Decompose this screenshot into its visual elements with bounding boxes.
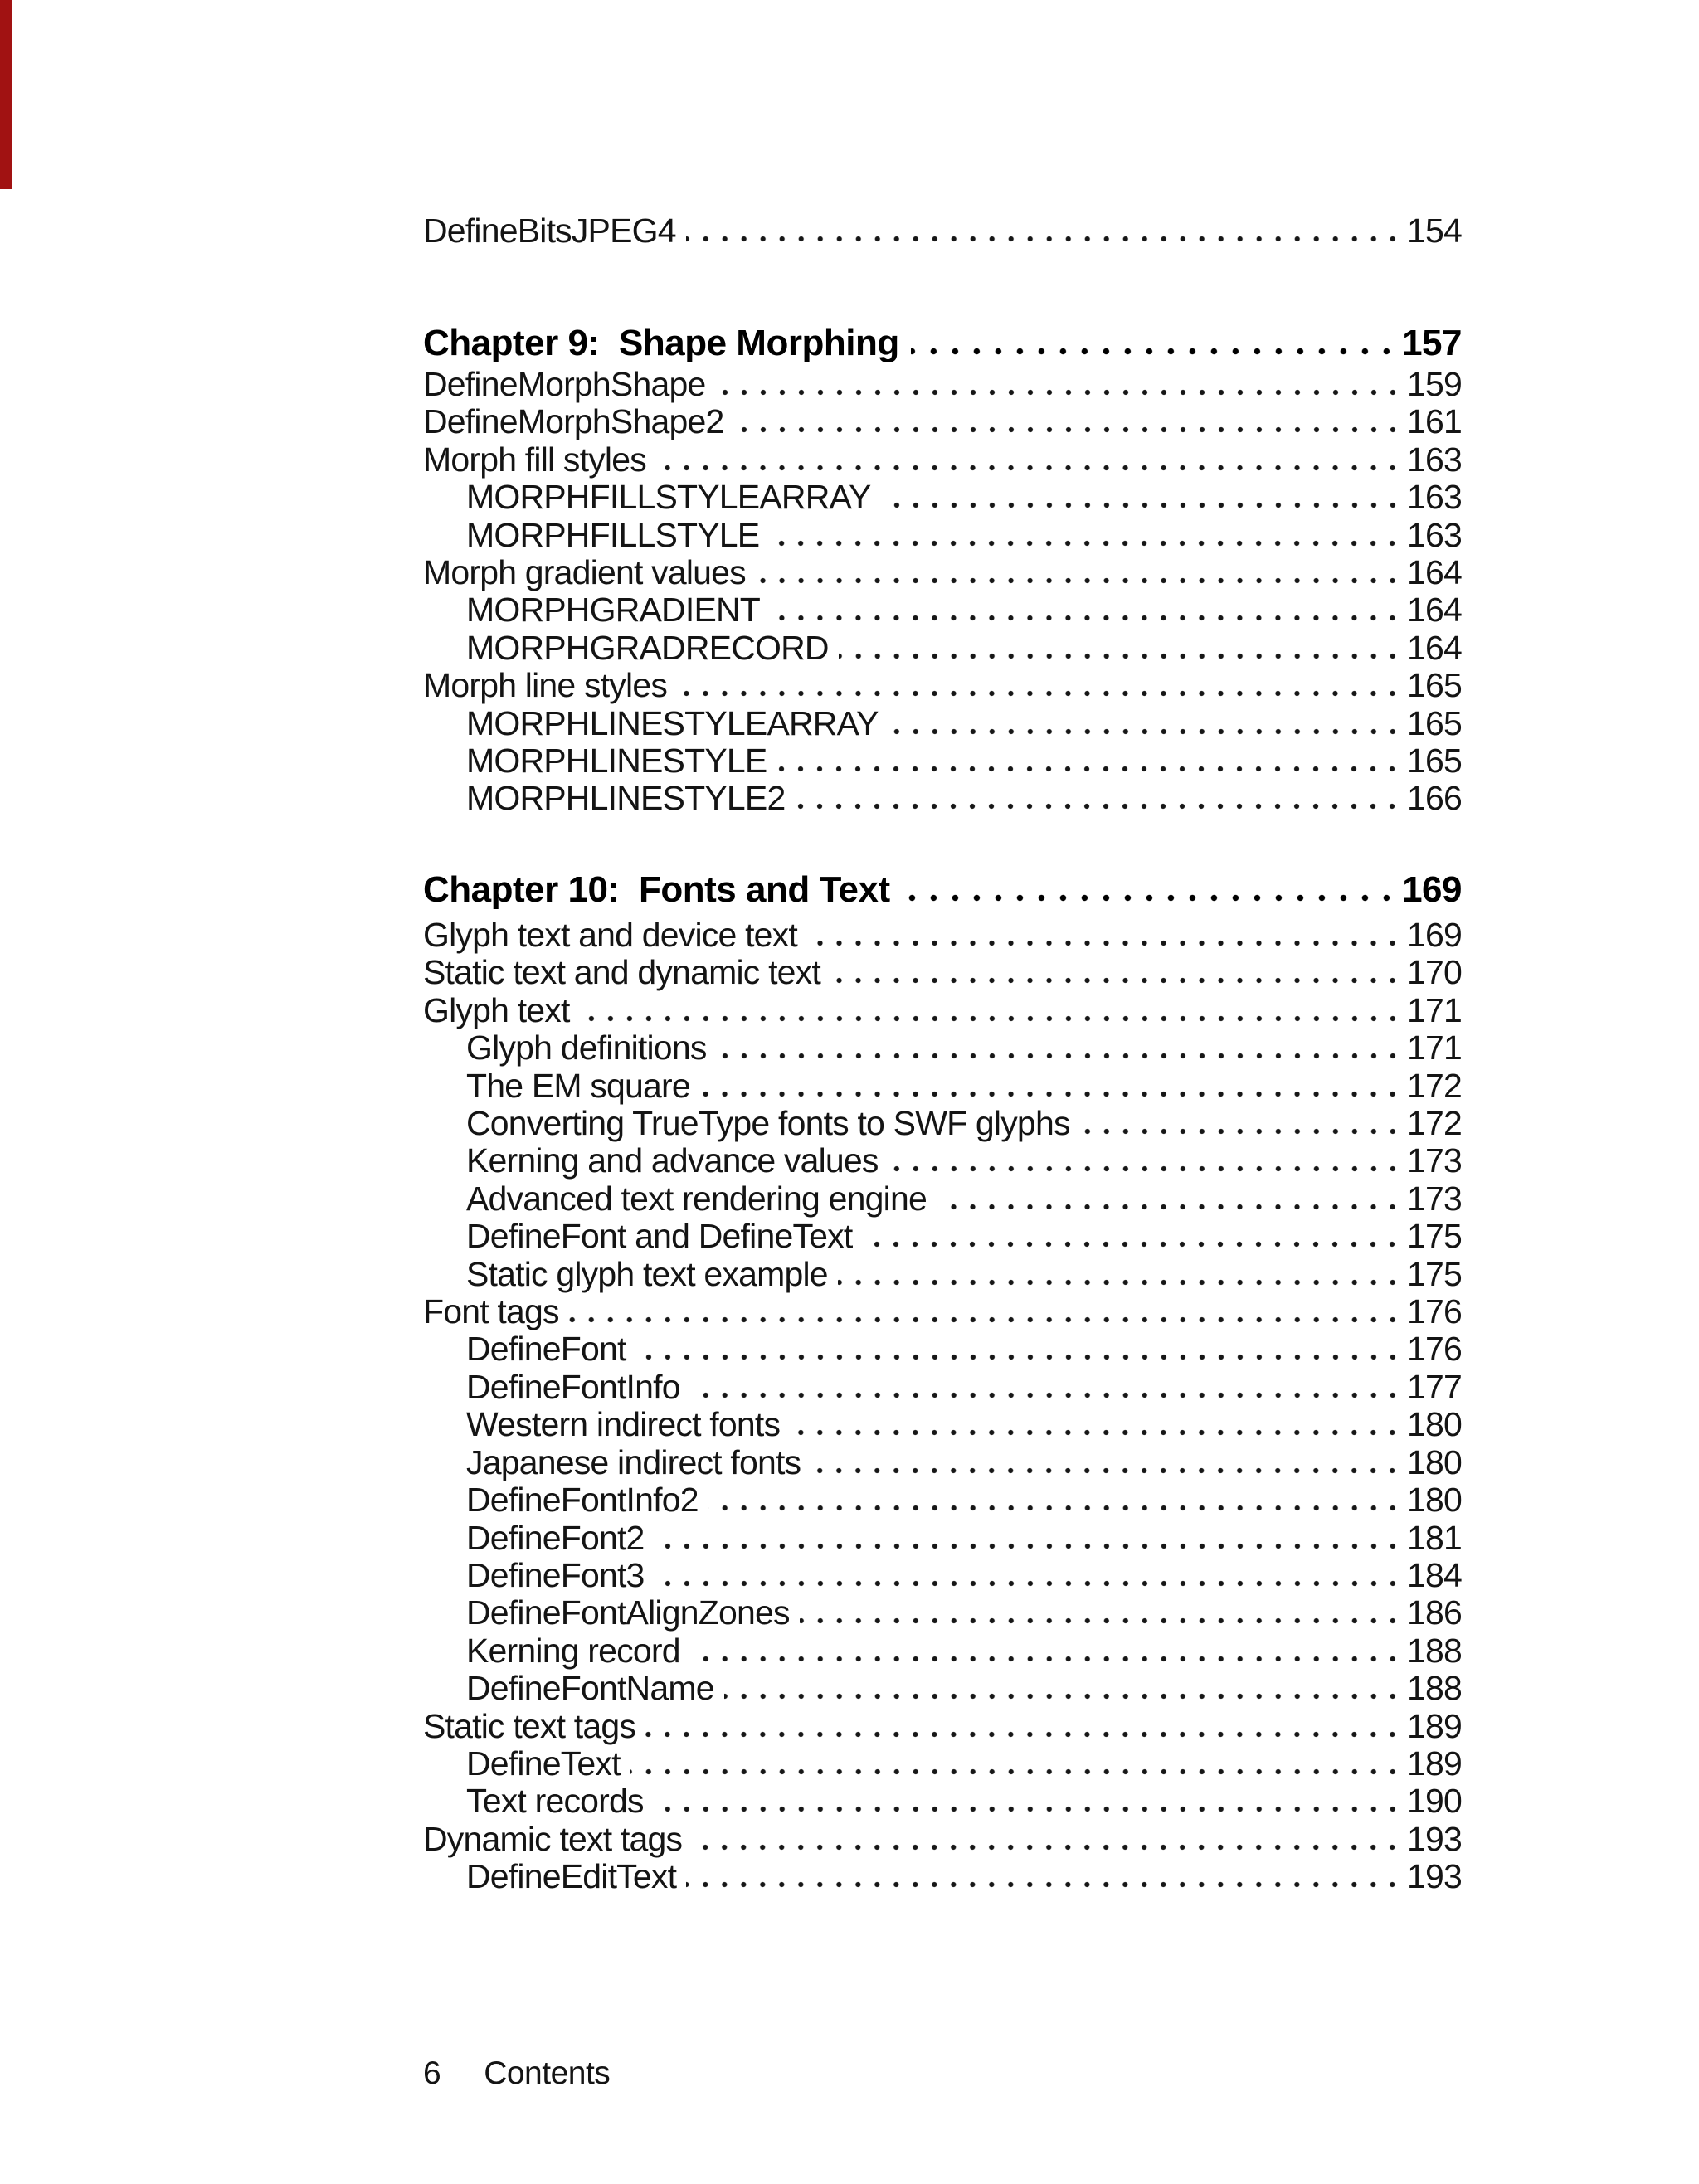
dot-leader xyxy=(839,653,1402,659)
dot-leader xyxy=(769,540,1402,547)
toc-page-number: 172 xyxy=(1406,1104,1462,1143)
toc-entry-label: DefineFontAlignZones xyxy=(466,1593,790,1632)
toc-entry-label: Morph fill styles xyxy=(423,440,646,479)
dot-leader xyxy=(717,1053,1402,1059)
toc-row xyxy=(423,1180,1462,1218)
toc-page-number: 165 xyxy=(1406,703,1462,742)
toc-row xyxy=(423,441,1462,479)
toc-page-number: 172 xyxy=(1406,1066,1462,1105)
toc-row xyxy=(423,1745,1462,1783)
toc-entry-label: MORPHFILLSTYLE xyxy=(466,515,760,554)
dot-leader xyxy=(655,1543,1402,1549)
toc-page-number: 193 xyxy=(1406,1857,1462,1896)
toc-page-number: 171 xyxy=(1406,1029,1462,1068)
dot-leader xyxy=(830,977,1402,984)
toc-page-number: 164 xyxy=(1406,628,1462,667)
toc-row xyxy=(423,954,1462,991)
dot-leader xyxy=(881,502,1402,508)
dot-leader xyxy=(654,1806,1402,1812)
page-footer xyxy=(423,2055,610,2092)
dot-leader xyxy=(811,1467,1402,1474)
dot-leader xyxy=(838,1279,1402,1286)
toc-page-number: 163 xyxy=(1406,440,1462,479)
dot-leader xyxy=(734,426,1402,433)
dot-leader xyxy=(888,728,1402,735)
toc-entry-label: MORPHFILLSTYLEARRAY xyxy=(466,478,871,517)
toc-entry-label: DefineFont and DefineText xyxy=(466,1217,853,1256)
toc-row xyxy=(423,212,1462,250)
toc-page-number: 175 xyxy=(1406,1254,1462,1293)
toc-row xyxy=(423,630,1462,667)
dot-leader xyxy=(690,1392,1402,1398)
toc-entry-label: DefineFontInfo xyxy=(466,1367,680,1406)
toc-section-chapter-10 xyxy=(423,863,1462,1896)
toc-page-number: 188 xyxy=(1406,1631,1462,1670)
toc-page-number: 189 xyxy=(1406,1744,1462,1783)
toc-page-number: 164 xyxy=(1406,591,1462,630)
toc-page-number: 180 xyxy=(1406,1405,1462,1444)
chapter-edge-tab xyxy=(0,0,12,189)
toc-row xyxy=(423,1256,1462,1293)
dot-leader xyxy=(756,577,1402,584)
dot-leader xyxy=(636,1354,1402,1360)
toc-row xyxy=(423,742,1462,780)
toc-row xyxy=(423,1520,1462,1557)
toc-entry-label: DefineEditText xyxy=(466,1857,677,1896)
toc-page-number: 157 xyxy=(1402,323,1462,363)
toc-row xyxy=(423,1406,1462,1443)
toc-page-number: 165 xyxy=(1406,666,1462,705)
dot-leader xyxy=(708,1505,1402,1511)
toc-row xyxy=(423,1218,1462,1255)
toc-entry-label: Static text tags xyxy=(423,1706,636,1745)
toc-entry-label: Advanced text rendering engine xyxy=(466,1179,927,1218)
toc-entry-label: MORPHLINESTYLEARRAY xyxy=(466,703,879,742)
toc-row xyxy=(423,1708,1462,1745)
toc-entry-label: DefineFontName xyxy=(466,1669,714,1708)
toc-entry-label: MORPHLINESTYLE xyxy=(466,742,767,781)
toc-entry-label: Font tags xyxy=(423,1292,559,1331)
toc-row xyxy=(423,705,1462,742)
toc-entry-label: MORPHGRADIENT xyxy=(466,591,761,630)
toc-entry-label: DefineFont2 xyxy=(466,1518,645,1557)
dot-leader xyxy=(700,1091,1402,1097)
dot-leader xyxy=(690,1656,1402,1662)
dot-leader xyxy=(770,615,1402,621)
toc-entry-label: DefineMorphShape2 xyxy=(423,402,724,441)
toc-entry-label: Japanese indirect fonts xyxy=(466,1442,801,1481)
toc-row xyxy=(423,667,1462,704)
toc-row xyxy=(423,1783,1462,1820)
dot-leader xyxy=(655,1580,1402,1587)
toc-row xyxy=(423,917,1462,954)
toc-entry-label: MORPHGRADRECORD xyxy=(466,628,829,667)
toc-entry-label: Glyph text and device text xyxy=(423,916,797,954)
toc-row xyxy=(423,1670,1462,1707)
dot-leader xyxy=(724,1693,1402,1700)
toc-row xyxy=(423,1330,1462,1368)
toc-row xyxy=(423,1632,1462,1670)
dot-leader xyxy=(677,690,1402,697)
dot-leader xyxy=(645,1731,1402,1738)
toc-entry-label: The EM square xyxy=(466,1066,690,1105)
toc-chapter-heading-row xyxy=(423,863,1462,917)
toc-page-number: 159 xyxy=(1406,365,1462,403)
toc-page-number: 189 xyxy=(1406,1706,1462,1745)
toc-page-number: 177 xyxy=(1406,1367,1462,1406)
toc-row xyxy=(423,591,1462,629)
toc-row xyxy=(423,517,1462,554)
toc-row xyxy=(423,1293,1462,1330)
toc-page-number: 161 xyxy=(1406,402,1462,441)
toc-page-number: 180 xyxy=(1406,1442,1462,1481)
toc-page-number: 188 xyxy=(1406,1669,1462,1708)
dot-leader xyxy=(692,1844,1402,1851)
toc-entry-label: Text records xyxy=(466,1782,644,1821)
toc-entry-label: Morph line styles xyxy=(423,666,668,705)
dot-leader xyxy=(807,940,1402,946)
chapter-heading-label: Chapter 9: Shape Morphing xyxy=(423,323,899,363)
toc-entry-label: Kerning record xyxy=(466,1631,680,1670)
toc-chapter-heading-row xyxy=(423,320,1462,366)
toc-row xyxy=(423,1142,1462,1180)
dot-leader xyxy=(795,803,1402,810)
toc-page-number: 176 xyxy=(1406,1292,1462,1331)
footer-section-label: Contents xyxy=(484,2055,611,2091)
dot-leader xyxy=(569,1316,1402,1323)
toc-page-number: 166 xyxy=(1406,779,1462,818)
dot-leader xyxy=(937,1204,1402,1210)
dot-leader xyxy=(716,389,1402,396)
toc-entry-label: Kerning and advance values xyxy=(466,1141,879,1180)
toc-row xyxy=(423,1481,1462,1519)
dot-leader xyxy=(902,894,1397,902)
dot-leader xyxy=(630,1768,1402,1775)
toc-page-number: 165 xyxy=(1406,742,1462,781)
toc-row xyxy=(423,992,1462,1029)
toc-page-number: 173 xyxy=(1406,1141,1462,1180)
toc-row xyxy=(423,780,1462,817)
footer-page-number: 6 xyxy=(423,2055,441,2091)
toc-entry-label: Converting TrueType fonts to SWF glyphs xyxy=(466,1104,1070,1143)
toc-page-number: 169 xyxy=(1402,869,1462,910)
toc-row xyxy=(423,1858,1462,1895)
toc-section-chapter-9 xyxy=(423,320,1462,818)
toc-row xyxy=(423,403,1462,440)
toc-entry-label: DefineFont xyxy=(466,1330,626,1369)
toc-entry-label: MORPHLINESTYLE2 xyxy=(466,779,786,818)
toc-entry-label: DefineMorphShape xyxy=(423,365,706,403)
toc-page-number: 171 xyxy=(1406,990,1462,1029)
toc-row xyxy=(423,554,1462,591)
toc-entry-label: Static glyph text example xyxy=(466,1254,828,1293)
dot-leader xyxy=(1080,1128,1402,1135)
toc-row xyxy=(423,1105,1462,1142)
toc-entry-label: Glyph definitions xyxy=(466,1029,707,1068)
toc-page-number: 181 xyxy=(1406,1518,1462,1557)
toc-entry-label: Glyph text xyxy=(423,990,570,1029)
toc-row xyxy=(423,479,1462,516)
toc-page-number: 176 xyxy=(1406,1330,1462,1369)
dot-leader xyxy=(686,1881,1402,1888)
chapter-heading-label: Chapter 10: Fonts and Text xyxy=(423,869,890,910)
toc-row xyxy=(423,1369,1462,1406)
toc-orphan-row-block xyxy=(423,212,1462,250)
toc-entry-label: Western indirect fonts xyxy=(466,1405,781,1444)
dot-leader xyxy=(790,1429,1402,1436)
dot-leader xyxy=(580,1015,1402,1022)
dot-leader xyxy=(656,465,1402,471)
toc-page-number: 186 xyxy=(1406,1593,1462,1632)
dot-leader xyxy=(800,1617,1402,1624)
toc-entry-label: DefineText xyxy=(466,1744,621,1783)
toc-page-number: 169 xyxy=(1406,916,1462,954)
dot-leader xyxy=(888,1165,1402,1172)
toc-entry-label: Morph gradient values xyxy=(423,553,746,592)
toc-content xyxy=(423,0,1462,2184)
toc-page-number: 163 xyxy=(1406,478,1462,517)
toc-row xyxy=(423,1821,1462,1858)
toc-row xyxy=(423,1594,1462,1632)
dot-leader xyxy=(911,348,1397,355)
toc-page-number: 173 xyxy=(1406,1179,1462,1218)
toc-row xyxy=(423,366,1462,403)
toc-page-number: 164 xyxy=(1406,553,1462,592)
dot-leader xyxy=(686,236,1402,242)
toc-entry-label: Dynamic text tags xyxy=(423,1819,683,1858)
toc-page-number: 154 xyxy=(1406,212,1462,250)
toc-page-number: 193 xyxy=(1406,1819,1462,1858)
toc-row xyxy=(423,1444,1462,1481)
toc-page-number: 180 xyxy=(1406,1481,1462,1520)
toc-page-number: 170 xyxy=(1406,953,1462,992)
toc-page-number: 175 xyxy=(1406,1217,1462,1256)
toc-page-number: 190 xyxy=(1406,1782,1462,1821)
toc-entry-label: DefineFont3 xyxy=(466,1555,645,1594)
toc-row xyxy=(423,1029,1462,1067)
toc-entry-label: DefineBitsJPEG4 xyxy=(423,212,676,250)
toc-entry-label: DefineFontInfo2 xyxy=(466,1481,699,1520)
toc-page-number: 184 xyxy=(1406,1555,1462,1594)
toc-row xyxy=(423,1068,1462,1105)
toc-entry-label: Static text and dynamic text xyxy=(423,953,820,992)
dot-leader xyxy=(862,1241,1402,1248)
toc-row xyxy=(423,1557,1462,1594)
toc-page-number: 163 xyxy=(1406,515,1462,554)
dot-leader xyxy=(776,766,1402,772)
